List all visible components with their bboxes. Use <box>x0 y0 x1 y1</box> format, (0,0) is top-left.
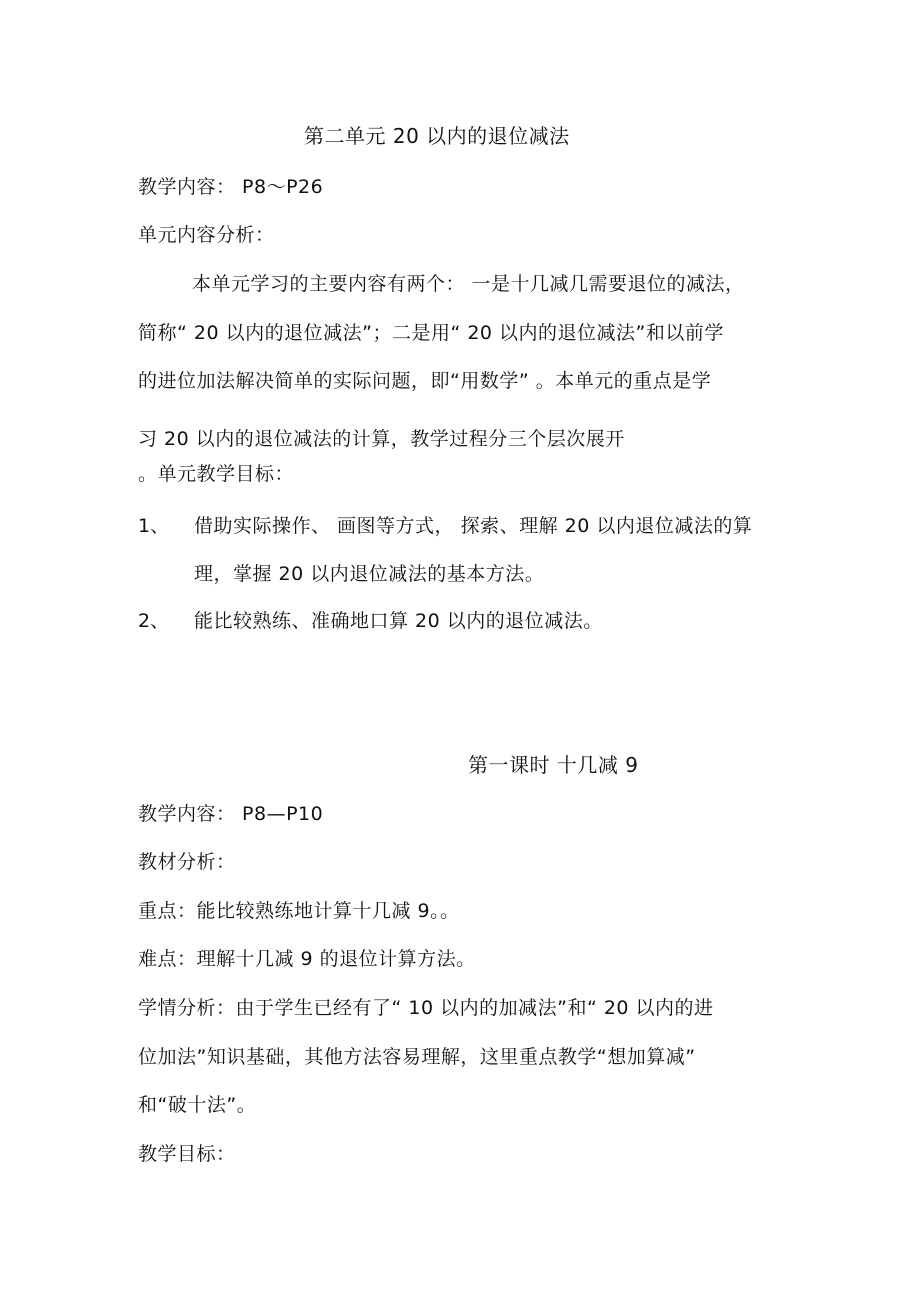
unit-paragraph-line-1: 本单元学习的主要内容有两个： 一是十几减几需要退位的减法， <box>192 273 745 295</box>
lesson-content-line: 教学内容： P8—P10 <box>138 803 324 825</box>
goal-number: 2、 <box>138 610 170 632</box>
unit-paragraph-line-3: 的进位加法解决简单的实际问题，即“用数学” 。本单元的重点是学 <box>138 370 712 392</box>
goal-number: 1、 <box>138 515 170 537</box>
lesson-learning-analysis-line-3: 和“破十法”。 <box>138 1094 257 1116</box>
lesson-material-heading: 教材分析： <box>138 851 236 873</box>
lesson-title: 第一课时 十几减 9 <box>468 753 639 777</box>
unit-paragraph-line-4: 习 20 以内的退位减法的计算，教学过程分三个层次展开 <box>138 428 625 450</box>
unit-content-line: 教学内容： P8～P26 <box>138 176 324 198</box>
lesson-difficulty: 难点：理解十几减 9 的退位计算方法。 <box>138 948 476 970</box>
lesson-key-point: 重点：能比较熟练地计算十几减 9。。 <box>138 900 460 922</box>
goal-1-line-1: 借助实际操作、 画图等方式， 探索、理解 20 以内退位减法的算 <box>194 515 753 537</box>
unit-title: 第二单元 20 以内的退位减法 <box>304 124 570 148</box>
unit-paragraph-line-2: 简称“ 20 以内的退位减法”；二是用“ 20 以内的退位减法”和以前学 <box>138 322 724 344</box>
unit-analysis-heading: 单元内容分析： <box>138 224 275 246</box>
unit-goals-heading: 。单元教学目标： <box>138 463 295 485</box>
goal-2-line-1: 能比较熟练、准确地口算 20 以内的退位减法。 <box>194 610 603 632</box>
goal-1-line-2: 理，掌握 20 以内退位减法的基本方法。 <box>194 563 545 585</box>
lesson-learning-analysis-line-2: 位加法”知识基础，其他方法容易理解，这里重点教学“想加算减” <box>138 1046 696 1068</box>
lesson-learning-analysis-line-1: 学情分析：由于学生已经有了“ 10 以内的加减法”和“ 20 以内的进 <box>138 997 714 1019</box>
lesson-goals-heading: 教学目标： <box>138 1143 236 1165</box>
